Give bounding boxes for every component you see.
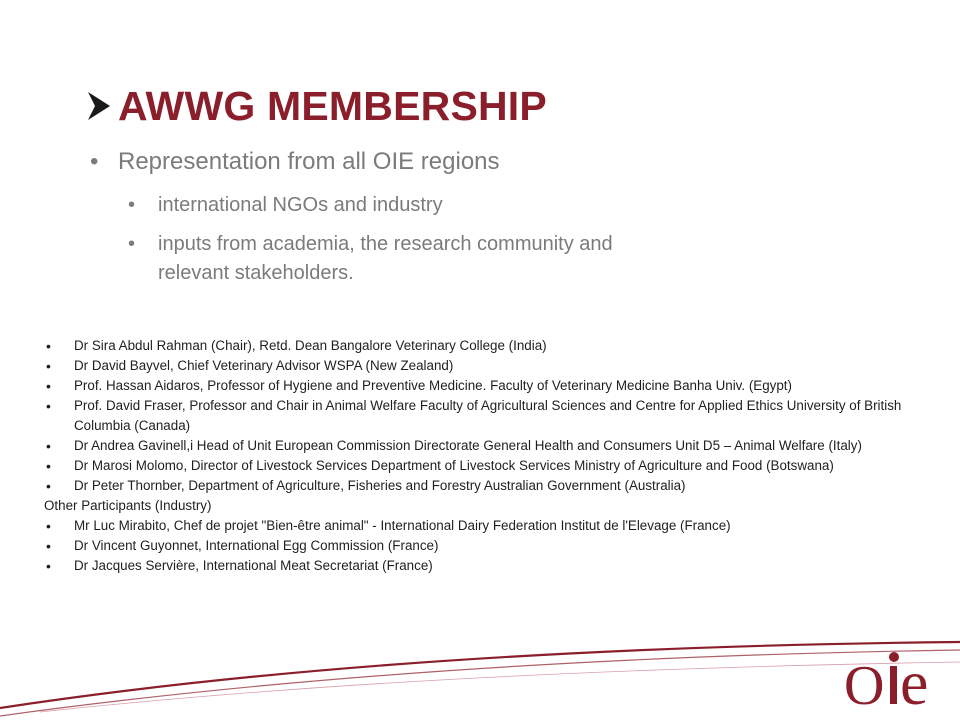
- bullet-icon: •: [46, 358, 51, 374]
- other-member-text: Dr Jacques Servière, International Meat Secretariat (France): [74, 558, 433, 573]
- bullet-icon: •: [46, 458, 51, 474]
- arrowhead-bullet-icon: [86, 88, 112, 124]
- intro-main-text: Representation from all OIE regions: [118, 148, 500, 175]
- intro-sub-text: international NGOs and industry: [158, 194, 443, 216]
- bullet-icon: •: [128, 194, 136, 216]
- bullet-icon: •: [46, 398, 51, 414]
- other-member-text: Dr Vincent Guyonnet, International Egg Commission (France): [74, 538, 439, 553]
- member-item: [44, 336, 924, 356]
- bullet-icon: •: [46, 558, 51, 574]
- other-participants-heading: Other Participants (Industry): [44, 498, 212, 513]
- member-item: [44, 356, 924, 376]
- member-text: Dr Sira Abdul Rahman (Chair), Retd. Dean Bangalore Veterinary College (India): [74, 338, 547, 353]
- bullet-icon: •: [46, 518, 51, 534]
- bullet-icon: •: [46, 378, 51, 394]
- member-text: Prof. David Fraser, Professor and Chair in Animal Welfare Faculty of Agricultural Sciences and Centre for Applied Ethics University of British Columbia (Canada): [74, 398, 902, 433]
- member-text: Prof. Hassan Aidaros, Professor of Hygiene and Preventive Medicine. Faculty of Veterinary Medicine Banha Univ. (Egypt): [74, 378, 792, 393]
- other-member-item: [44, 536, 924, 556]
- slide-title: AWWG MEMBERSHIP: [118, 82, 547, 129]
- other-member-item: [44, 516, 924, 536]
- member-list: [44, 336, 924, 576]
- bullet-icon: •: [90, 148, 99, 175]
- bullet-icon: •: [46, 338, 51, 354]
- member-item: [44, 476, 924, 496]
- member-text: Dr David Bayvel, Chief Veterinary Advisor WSPA (New Zealand): [74, 358, 454, 373]
- svg-text:e: e: [900, 647, 929, 712]
- member-text: Dr Andrea Gavinell,i Head of Unit European Commission Directorate General Health and Consumers Unit D5 – Animal Welfare (Italy): [74, 438, 862, 453]
- member-item: [44, 456, 924, 476]
- oie-logo-icon: [838, 640, 958, 712]
- bullet-icon: •: [46, 438, 51, 454]
- other-member-text: Mr Luc Mirabito, Chef de projet "Bien-être animal" - International Dairy Federation Institut de l'Elevage (France): [74, 518, 731, 533]
- svg-text:O: O: [844, 655, 885, 712]
- title-row: [86, 80, 547, 132]
- member-text: Dr Marosi Molomo, Director of Livestock Services Department of Livestock Services Ministry of Agriculture and Food (Botswana): [74, 458, 834, 473]
- member-text: Dr Peter Thornber, Department of Agriculture, Fisheries and Forestry Australian Government (Australia): [74, 478, 686, 493]
- other-member-item: [44, 556, 924, 576]
- bullet-icon: •: [128, 233, 136, 255]
- bullet-icon: •: [46, 538, 51, 554]
- member-item: [44, 376, 924, 396]
- footer-swoosh-decoration: [0, 640, 960, 720]
- intro-sub-text: inputs from academia, the research community and relevant stakeholders.: [158, 233, 613, 284]
- member-item: [44, 396, 924, 436]
- bullet-icon: •: [46, 478, 51, 494]
- member-item: [44, 436, 924, 456]
